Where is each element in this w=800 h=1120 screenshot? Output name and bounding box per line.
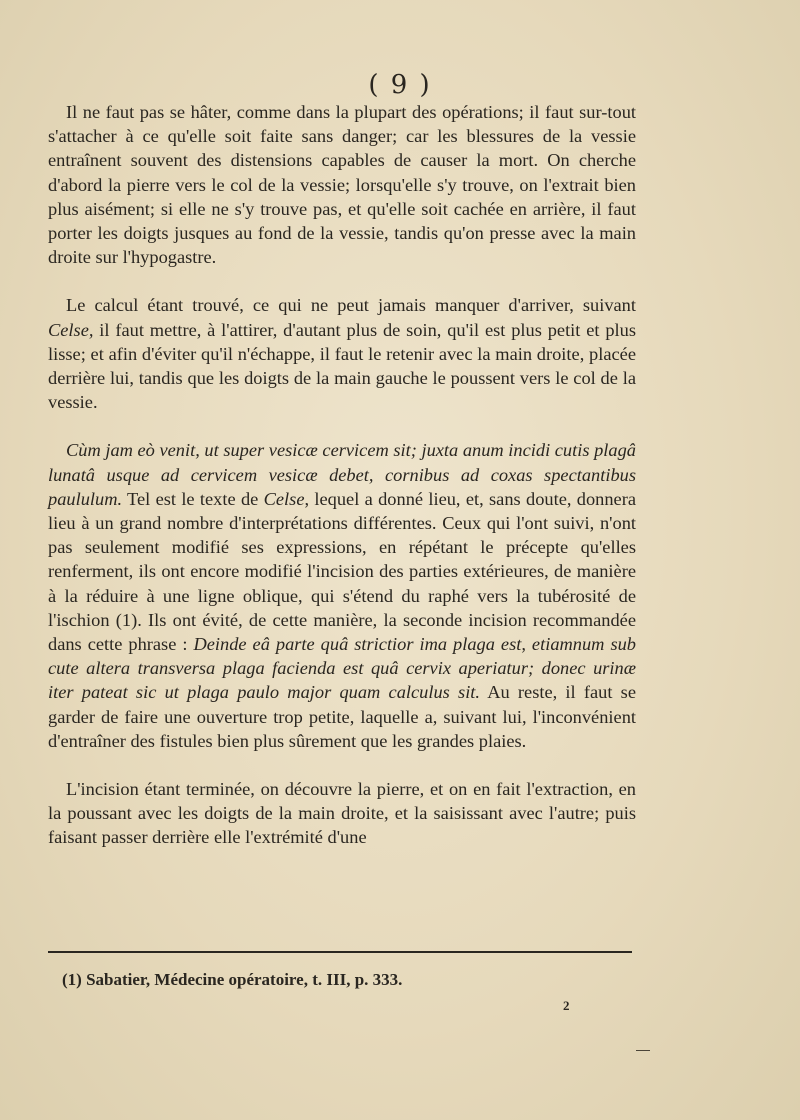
paragraph-4: L'incision étant terminée, on découvre la pierre, et on en fait l'extraction, en la poussant avec les doigts de la main droite, et la saisissant avec l'autre; puis faisant passer derrière elle l'extrémité d'une (48, 779, 636, 848)
author-name-celse-2: Celse (263, 488, 305, 509)
paragraph-3-text-b: , lequel a donné lieu, et, sans doute, donnera lieu à un grand nombre d'interprétations différentes. Ceux qui l'ont suivi, n'ont pas seulement modifié ses expressions, en répétant le précepte qu'elles renferment, ils ont encore modifié l'incision des parties extérieures, de manière à la réduire à une ligne oblique, qui s'étend du raphé vers la tubérosité de l'ischion (1). Ils ont évité, de cette manière, la seconde incision recommandée dans cette phrase : (48, 488, 636, 655)
signature-mark: 2 (563, 998, 570, 1013)
paragraph-3-text-a: Tel est le texte de (122, 488, 264, 509)
paragraph-2-text-b: il faut mettre, à l'attirer, d'autant plus de soin, qu'il est plus petit et plus lisse; et afin d'éviter qu'il n'échappe, il faut le retenir avec la main droite, placée derrière lui, tandis que les doigts de la main gauche le poussent vers le col de la vessie. (48, 319, 636, 413)
latin-quotation-2: Deinde eâ parte quâ strictior ima plaga est, etiamnum sub cute altera transversa plaga facienda est quâ cervix aperiatur; donec urinæ iter pateat sic ut plaga paulo major quam calculus sit. (48, 634, 636, 703)
author-name-celse: Celse, (48, 319, 94, 340)
paragraph-2 (48, 293, 636, 414)
paragraph-2-text-a: Le calcul étant trouvé, ce qui ne peut jamais manquer d'arriver, suivant (66, 295, 636, 316)
paragraph-3-text-c: Au reste, il faut se garder de faire une ouverture trop petite, laquelle a, suivant lui, l'inconvénient d'entraîner des fistules bien plus sûrement que les grandes plaies. (48, 682, 636, 751)
body-text (48, 100, 636, 850)
latin-quotation-1: Cùm jam eò venit, ut super vesicæ cervicem sit; juxta anum incidi cutis plagâ lunatâ usque ad cervicem vesicæ debet, cornibus ad coxas spectantibus paululum. (48, 440, 636, 509)
page-number: ( 9 ) (368, 70, 432, 100)
paragraph-1: Il ne faut pas se hâter, comme dans la plupart des opérations; il faut sur-tout s'attacher à ce qu'elle soit faite sans danger; car les blessures de la vessie entraînent souvent des distensions capables de causer la mort. On cherche d'abord la pierre vers le col de la vessie; lorsqu'elle s'y trouve, on l'extrait bien plus aisément; si elle ne s'y trouve pas, et qu'elle soit cachée en arrière, il faut porter les doigts jusques au fond de la vessie, tandis qu'on presse avec la main droite sur l'hypogastre. (48, 102, 636, 268)
paragraph-3 (48, 438, 636, 753)
footnote-divider (48, 951, 632, 953)
footnote: (1) Sabatier, Médecine opératoire, t. III, p. 333. (62, 970, 403, 989)
margin-mark (636, 1050, 650, 1051)
